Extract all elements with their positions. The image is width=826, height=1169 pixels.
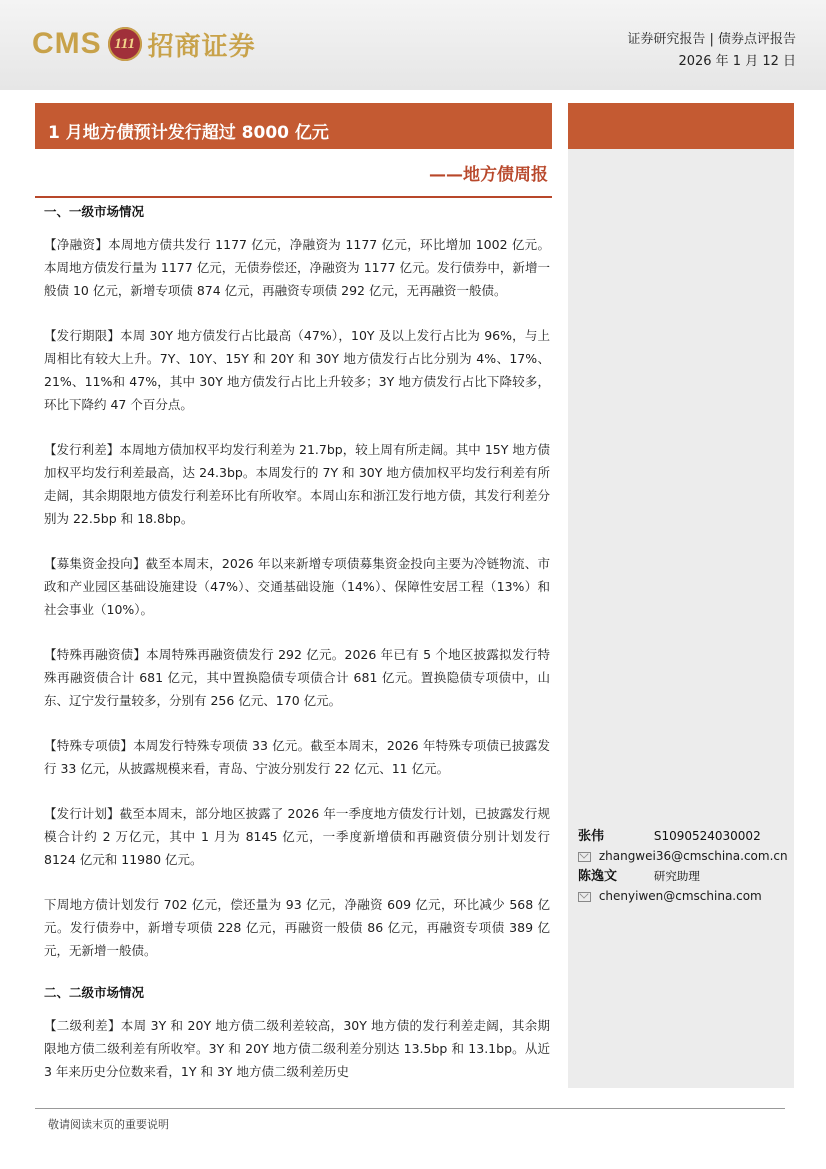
logo-badge-icon: 111 xyxy=(108,27,142,61)
author-role: 研究助理 xyxy=(653,869,700,883)
paragraph-issuance-term: 【发行期限】本周 30Y 地方债发行占比最高（47%），10Y 及以上发行占比为 96%，与上周相比有较大上升。7Y、10Y、15Y 和 20Y 和 30Y 地方债发行占比分别为 4%、17%、21%、11%和 47%，其中 30Y 地方债发行占比上升较多；3Y 地方债发行占比下降较多，环比下降约 47 个百分点。 xyxy=(44,328,550,412)
mail-icon xyxy=(578,892,591,902)
author-email[interactable]: zhangwei36@cmschina.com.cn xyxy=(598,849,788,863)
report-title: 1 月地方债预计发行超过 8000 亿元 xyxy=(48,123,329,143)
author-certificate: S1090524030002 xyxy=(653,829,761,843)
paragraph-next-week: 下周地方债计划发行 702 亿元，偿还量为 93 亿元，净融资 609 亿元，环比减少 568 亿元。发行债券中，新增专项债 228 亿元，再融资一般债 86 亿元，再融资专项债 389 亿元，无新增一般债。 xyxy=(44,897,550,958)
author-row xyxy=(578,866,788,886)
logo-cms-text: CMS xyxy=(32,27,102,60)
paragraph-fund-use: 【募集资金投向】截至本周末，2026 年以来新增专项债募集资金投向主要为冷链物流、市政和产业园区基础设施建设（47%）、交通基础设施（14%）、保障性安居工程（13%）和社会事业（10%）。 xyxy=(44,556,550,617)
author-email-row xyxy=(578,886,788,906)
paragraph-special-refinancing: 【特殊再融资债】本周特殊再融资债发行 292 亿元。2026 年已有 5 个地区披露拟发行特殊再融资债合计 681 亿元，其中置换隐债专项债合计 681 亿元。置换隐债专项债中，山东、辽宁发行量较多，分别有 256 亿元、170 亿元。 xyxy=(44,647,550,708)
mail-icon xyxy=(578,852,591,862)
paragraph-special-bonds: 【特殊专项债】本周发行特殊专项债 33 亿元。截至本周末，2026 年特殊专项债已披露发行 33 亿元，从披露规模来看，青岛、宁波分别发行 22 亿元、11 亿元。 xyxy=(44,738,550,776)
cms-logo xyxy=(32,24,256,64)
author-email-row xyxy=(578,846,788,866)
section-heading-primary: 一、一级市场情况 xyxy=(44,204,145,219)
author-name: 张伟 xyxy=(578,829,605,844)
author-block xyxy=(578,826,788,906)
paragraph-issuance-spread: 【发行利差】本周地方债加权平均发行利差为 21.7bp，较上周有所走阔。其中 15Y 地方债加权平均发行利差最高，达 24.3bp。本周发行的 7Y 和 30Y 地方债加权平均发行利差有所走阔，其余期限地方债发行利差环比有所收窄。本周山东和浙江发行地方债，其发行利差分别为 22.5bp 和 18.8bp。 xyxy=(44,442,550,526)
title-divider xyxy=(35,196,552,198)
sidebar-panel xyxy=(568,103,794,1088)
sidebar-header-bar xyxy=(568,103,794,149)
logo-cn-text: 招商证券 xyxy=(147,31,256,62)
author-row xyxy=(578,826,788,846)
main-content xyxy=(44,203,550,1105)
report-type: 证券研究报告 | 债券点评报告 xyxy=(627,32,796,47)
author-name: 陈逸文 xyxy=(578,869,618,884)
paragraph-net-financing: 【净融资】本周地方债共发行 1177 亿元，净融资为 1177 亿元，环比增加 1002 亿元。本周地方债发行量为 1177 亿元，无债券偿还，净融资为 1177 亿元。发行债券中，新增一般债 10 亿元，新增专项债 874 亿元，再融资专项债 292 亿元，无再融资一般债。 xyxy=(44,237,550,298)
report-subtitle: ——地方债周报 xyxy=(429,165,548,185)
section-heading-secondary: 二、二级市场情况 xyxy=(44,985,145,1000)
report-date: 2026 年 1 月 12 日 xyxy=(678,54,796,69)
paragraph-issuance-plan: 【发行计划】截至本周末，部分地区披露了 2026 年一季度地方债发行计划，已披露发行规模合计约 2 万亿元，其中 1 月为 8145 亿元，一季度新增债和再融资债分别计划发行 8124 亿元和 11980 亿元。 xyxy=(44,806,550,867)
footer-divider xyxy=(35,1108,785,1109)
author-email[interactable]: chenyiwen@cmschina.com xyxy=(598,889,762,903)
paragraph-secondary-spread: 【二级利差】本周 3Y 和 20Y 地方债二级利差较高，30Y 地方债的发行利差走阔，其余期限地方债二级利差有所收窄。3Y 和 20Y 地方债二级利差分别达 13.5bp 和 13.1bp。从近 3 年来历史分位数来看，1Y 和 3Y 地方债二级利差历史 xyxy=(44,1018,550,1079)
footer-note: 敬请阅读末页的重要说明 xyxy=(48,1118,169,1131)
